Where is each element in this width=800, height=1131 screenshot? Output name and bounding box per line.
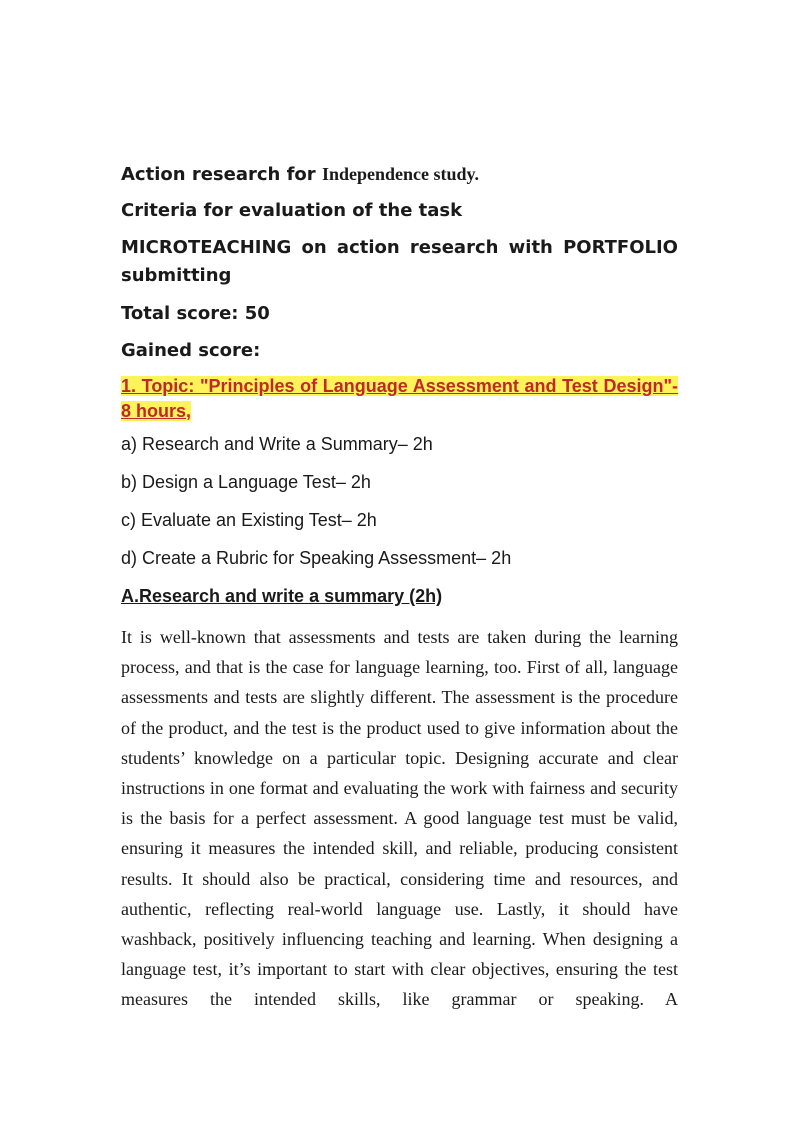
document-page: [121, 160, 678, 1015]
topic-heading: [121, 374, 678, 432]
section-a-body: It is well-known that assessments and tests are taken during the learning process, and that is the case for language learning, too. First of all, language assessments and tests are slightly different. The assessment is the procedure of the product, and the test is the product used to give information about the students’ knowledge on a particular topic. Designing accurate and clear instructions in one format and evaluating the work with fairness and security is the basis for a perfect assessment. A good language test must be valid, ensuring it measures the intended skill, and reliable, producing consistent results. It should also be practical, considering time and resources, and authentic, reflecting real-world language use. Lastly, it should have washback, positively influencing teaching and learning. When designing a language test, it’s important to start with clear objectives, ensuring the test measures the intended skills, like grammar or speaking. A: [121, 627, 678, 1010]
document-title: [121, 160, 678, 197]
task-item-c: c) Evaluate an Existing Test– 2h: [121, 510, 377, 530]
title-sans-part: Action research for: [121, 164, 322, 185]
section-a-heading: A.Research and write a summary (2h): [121, 586, 443, 606]
microteaching-heading: MICROTEACHING on action research with PORTFOLIO submitting: [121, 237, 678, 286]
task-item-a: a) Research and Write a Summary– 2h: [121, 434, 433, 454]
task-item-b: b) Design a Language Test– 2h: [121, 472, 371, 492]
title-serif-part: Independence study.: [321, 164, 479, 184]
gained-score: Gained score:: [121, 340, 261, 361]
total-score: Total score: 50: [121, 303, 270, 324]
criteria-heading: Criteria for evaluation of the task: [121, 200, 463, 221]
topic-highlight: 1. Topic: "Principles of Language Assessment and Test Design"- 8 hours,: [121, 376, 678, 421]
task-item-d: d) Create a Rubric for Speaking Assessment– 2h: [121, 548, 512, 568]
